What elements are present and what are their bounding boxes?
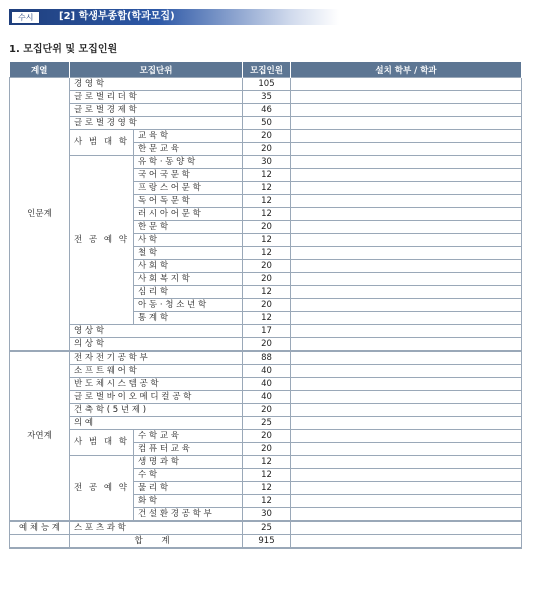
dept-cell: 소 프 트 웨 어 학: [70, 365, 243, 378]
dept-cell: 전 자 전 기 공 학 부: [70, 351, 243, 365]
count-cell: 20: [243, 221, 291, 234]
empty-cell: [291, 378, 522, 391]
count-cell: 35: [243, 91, 291, 104]
count-cell: 20: [243, 130, 291, 143]
table-row: [10, 156, 522, 169]
dept-cell: 글 로 벌 바 이 오 메 디 컬 공 학: [70, 391, 243, 404]
admission-type-tag: 수시: [11, 11, 40, 24]
empty-cell: [291, 404, 522, 417]
count-cell: 20: [243, 338, 291, 352]
total-row: [10, 535, 522, 549]
dept-cell: 화 학: [134, 495, 243, 508]
empty-cell: [291, 91, 522, 104]
count-cell: 12: [243, 286, 291, 299]
table-row: [10, 130, 522, 143]
count-cell: 40: [243, 378, 291, 391]
empty-cell: [291, 78, 522, 91]
empty-cell: [291, 521, 522, 535]
count-cell: 12: [243, 247, 291, 260]
empty-cell: [291, 391, 522, 404]
dept-cell: 유 학 · 동 양 학: [134, 156, 243, 169]
count-cell: 30: [243, 156, 291, 169]
table-header-row: [10, 62, 522, 78]
empty-cell: [291, 234, 522, 247]
empty-cell: [291, 325, 522, 338]
table-row: [10, 456, 522, 469]
empty-cell: [291, 351, 522, 365]
empty-cell: [291, 169, 522, 182]
count-cell: 30: [243, 508, 291, 522]
table-row: [10, 521, 522, 535]
dept-cell: 철 학: [134, 247, 243, 260]
empty-cell: [291, 508, 522, 522]
empty-cell: [291, 365, 522, 378]
dept-cell: 심 리 학: [134, 286, 243, 299]
count-cell: 12: [243, 456, 291, 469]
dept-cell: 프 랑 스 어 문 학: [134, 182, 243, 195]
empty-cell: [291, 247, 522, 260]
table-row: [10, 404, 522, 417]
empty-cell: [291, 286, 522, 299]
dept-cell: 한 문 학: [134, 221, 243, 234]
count-cell: 12: [243, 469, 291, 482]
dept-cell: 컴 퓨 터 교 육: [134, 443, 243, 456]
dept-cell: 러 시 아 어 문 학: [134, 208, 243, 221]
count-cell: 12: [243, 312, 291, 325]
dept-cell: 스 포 츠 과 학: [70, 521, 243, 535]
count-cell: 40: [243, 365, 291, 378]
table-row: [10, 338, 522, 352]
dept-cell: 건 설 환 경 공 학 부: [134, 508, 243, 522]
group-arts-athletics: 예 체 능 계: [10, 521, 70, 535]
table-row: [10, 417, 522, 430]
table-row: [10, 104, 522, 117]
empty-cell: [291, 117, 522, 130]
total-label: 합 계: [70, 535, 243, 549]
dept-cell: 수 학: [134, 469, 243, 482]
empty-cell: [291, 130, 522, 143]
table-row: [10, 91, 522, 104]
empty-cell: [291, 482, 522, 495]
dept-cell: 생 명 과 학: [134, 456, 243, 469]
count-cell: 20: [243, 404, 291, 417]
count-cell: 105: [243, 78, 291, 91]
header-bar: [9, 9, 339, 25]
table-row: [10, 391, 522, 404]
table-row: [10, 78, 522, 91]
col-header-unit: 모집단위: [70, 62, 243, 78]
table-row: [10, 351, 522, 365]
dept-cell: 글 로 벌 경 제 학: [70, 104, 243, 117]
empty-cell: [291, 221, 522, 234]
table-row: [10, 378, 522, 391]
count-cell: 20: [243, 260, 291, 273]
empty-cell: [291, 104, 522, 117]
count-cell: 12: [243, 182, 291, 195]
count-cell: 12: [243, 195, 291, 208]
count-cell: 25: [243, 521, 291, 535]
count-cell: 12: [243, 234, 291, 247]
count-cell: 20: [243, 273, 291, 286]
section-title: 1. 모집단위 및 모집인원: [9, 44, 118, 55]
dept-cell: 수 학 교 육: [134, 430, 243, 443]
empty-cell: [291, 143, 522, 156]
dept-cell: 반 도 체 시 스 템 공 학: [70, 378, 243, 391]
dept-cell: 경 영 학: [70, 78, 243, 91]
empty-cell: [291, 456, 522, 469]
count-cell: 20: [243, 430, 291, 443]
dept-cell: 국 어 국 문 학: [134, 169, 243, 182]
count-cell: 50: [243, 117, 291, 130]
col-header-quota: 모집인원: [243, 62, 291, 78]
count-cell: 12: [243, 208, 291, 221]
dept-cell: 의 예: [70, 417, 243, 430]
count-cell: 88: [243, 351, 291, 365]
table-row: [10, 430, 522, 443]
quota-table: [9, 62, 522, 549]
count-cell: 17: [243, 325, 291, 338]
empty-cell: [291, 338, 522, 352]
col-header-field: 계열: [10, 62, 70, 78]
page-title: [2] 학생부종합(학과모집): [59, 11, 175, 22]
dept-cell: 독 어 독 문 학: [134, 195, 243, 208]
count-cell: 12: [243, 482, 291, 495]
count-cell: 46: [243, 104, 291, 117]
dept-cell: 물 리 학: [134, 482, 243, 495]
empty-cell: [291, 495, 522, 508]
count-cell: 12: [243, 169, 291, 182]
table-row: [10, 365, 522, 378]
empty-cell: [291, 195, 522, 208]
subgroup-education: 사 범 대 학: [70, 130, 134, 156]
empty-cell: [291, 182, 522, 195]
subgroup-major-reserved: 전 공 예 약: [70, 456, 134, 522]
subgroup-education: 사 범 대 학: [70, 430, 134, 456]
empty-cell: [291, 273, 522, 286]
group-humanities: 인문계: [10, 78, 70, 352]
count-cell: 20: [243, 299, 291, 312]
empty-cell: [291, 156, 522, 169]
subgroup-major-reserved: 전 공 예 약: [70, 156, 134, 325]
group-natural-sciences: 자연계: [10, 351, 70, 521]
empty-cell: [291, 260, 522, 273]
empty-cell: [291, 417, 522, 430]
empty-cell: [10, 535, 70, 549]
table-row: [10, 325, 522, 338]
count-cell: 25: [243, 417, 291, 430]
table-row: [10, 117, 522, 130]
total-value: 915: [243, 535, 291, 549]
count-cell: 20: [243, 143, 291, 156]
dept-cell: 글 로 벌 경 영 학: [70, 117, 243, 130]
empty-cell: [291, 535, 522, 549]
dept-cell: 사 회 학: [134, 260, 243, 273]
dept-cell: 건 축 학 ( 5 년 제 ): [70, 404, 243, 417]
dept-cell: 사 회 복 지 학: [134, 273, 243, 286]
dept-cell: 사 학: [134, 234, 243, 247]
dept-cell: 교 육 학: [134, 130, 243, 143]
empty-cell: [291, 299, 522, 312]
dept-cell: 의 상 학: [70, 338, 243, 352]
empty-cell: [291, 208, 522, 221]
empty-cell: [291, 430, 522, 443]
empty-cell: [291, 443, 522, 456]
col-header-department: 설치 학부 / 학과: [291, 62, 522, 78]
count-cell: 40: [243, 391, 291, 404]
dept-cell: 통 계 학: [134, 312, 243, 325]
dept-cell: 한 문 교 육: [134, 143, 243, 156]
dept-cell: 아 동 · 청 소 년 학: [134, 299, 243, 312]
empty-cell: [291, 312, 522, 325]
count-cell: 20: [243, 443, 291, 456]
dept-cell: 글 로 벌 리 더 학: [70, 91, 243, 104]
dept-cell: 영 상 학: [70, 325, 243, 338]
count-cell: 12: [243, 495, 291, 508]
empty-cell: [291, 469, 522, 482]
